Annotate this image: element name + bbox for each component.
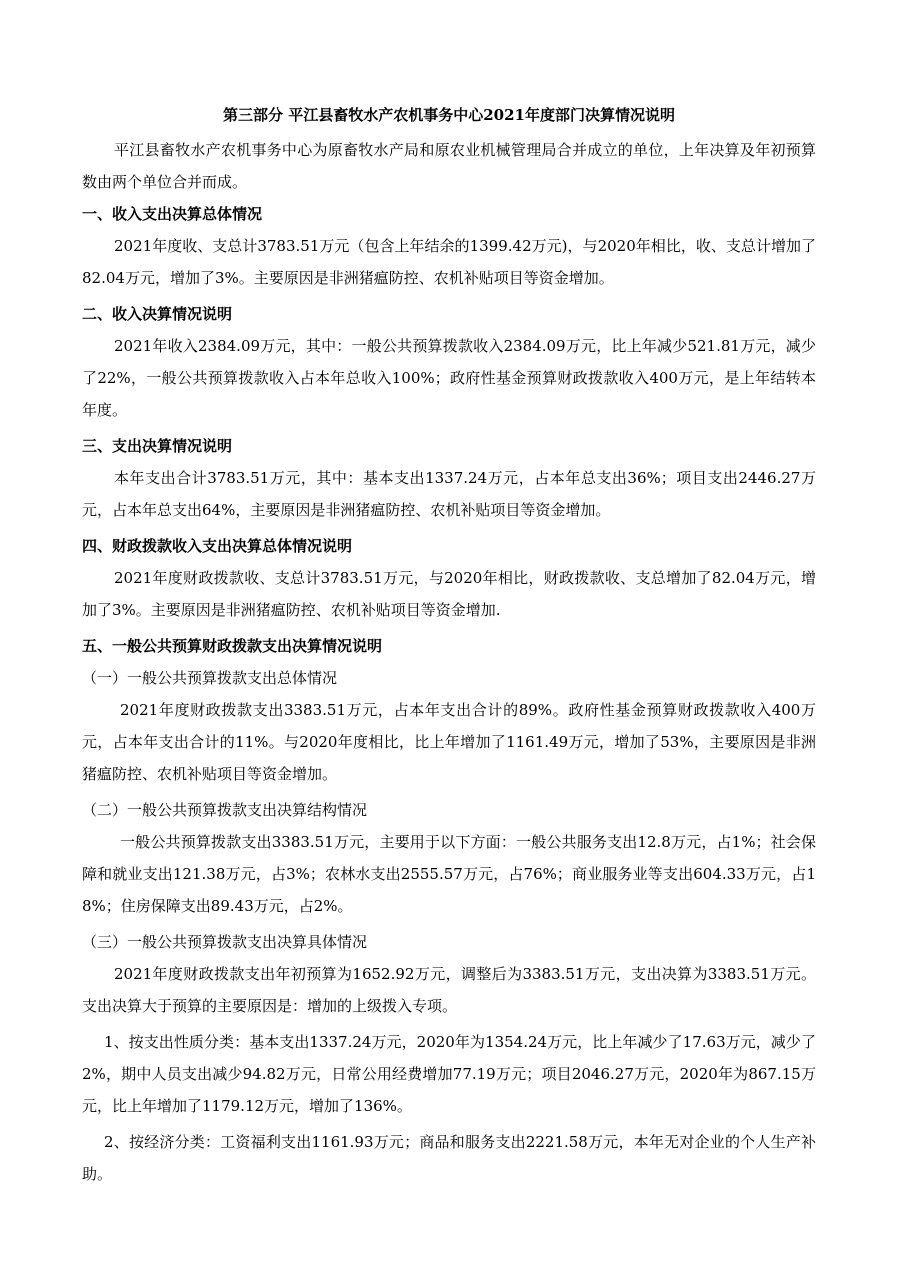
section-2-heading: 二、收入决算情况说明 — [82, 305, 233, 323]
document-title: 第三部分 平江县畜牧水产农机事务中心2021年度部门决算情况说明 — [223, 106, 675, 124]
intro-paragraph: 平江县畜牧水产农机事务中心为原畜牧水产局和原农业机械管理局合并成立的单位，上年决算及年初预算数由两个单位合并而成。 — [82, 141, 816, 191]
section-1-text: 2021年度收、支总计3783.51万元（包含上年结余的1399.42万元)，与2020年相比，收、支总计增加了82.04万元，增加了3%。主要原因是非洲猪瘟防控、农机补贴项目等资金增加。 — [82, 237, 816, 287]
subsection-3-item-2: 2、按经济分类：工资福利支出1161.93万元；商品和服务支出2221.58万元，本年无对企业的个人生产补助。 — [82, 1133, 816, 1183]
subsection-1-text: 2021年度财政拨款支出3383.51万元，占本年支出合计的89%。政府性基金预算财政拨款收入400万元，占本年支出合计的11%。与2020年度相比，比上年增加了1161.49万元，增加了53%，主要原因是非洲猪瘟防控、农机补贴项目等资金增加。 — [82, 701, 816, 783]
section-5-heading: 五、一般公共预算财政拨款支出决算情况说明 — [82, 637, 383, 655]
section-4-heading: 四、财政拨款收入支出决算总体情况说明 — [82, 537, 353, 555]
subsection-2-text: 一般公共预算拨款支出3383.51万元，主要用于以下方面：一般公共服务支出12.8万元，占1%；社会保障和就业支出121.38万元，占3%；农林水支出2555.57万元，占76%；商业服务业等支出604.33万元，占18%；住房保障支出89.43万元，占2%。 — [82, 833, 816, 915]
section-1-heading: 一、收入支出决算总体情况 — [82, 205, 263, 223]
subsection-2-heading: （二）一般公共预算拨款支出决算结构情况 — [82, 801, 368, 819]
section-3-text: 本年支出合计3783.51万元，其中：基本支出1337.24万元，占本年总支出36%；项目支出2446.27万元，占本年总支出64%，主要原因是非洲猪瘟防控、农机补贴项目等资金增加。 — [82, 469, 816, 519]
subsection-3-text: 2021年度财政拨款支出年初预算为1652.92万元，调整后为3383.51万元，支出决算为3383.51万元。支出决算大于预算的主要原因是：增加的上级拨入专项。 — [82, 965, 816, 1015]
section-3-heading: 三、支出决算情况说明 — [82, 437, 233, 455]
subsection-3-item-1: 1、按支出性质分类：基本支出1337.24万元，2020年为1354.24万元，比上年减少了17.63万元，减少了2%，期中人员支出减少94.82万元，日常公用经费增加77.19万元；项目2046.27万元，2020年为867.15万元，比上年增加了1179.12万元，增加了136%。 — [82, 1033, 816, 1115]
section-4-text: 2021年度财政拨款收、支总计3783.51万元，与2020年相比，财政拨款收、支总增加了82.04万元，增加了3%。主要原因是非洲猪瘟防控、农机补贴项目等资金增加. — [82, 569, 816, 619]
subsection-1-heading: （一）一般公共预算拨款支出总体情况 — [82, 669, 338, 687]
section-2-text: 2021年收入2384.09万元，其中：一般公共预算拨款收入2384.09万元，比上年减少521.81万元，减少了22%，一般公共预算拨款收入占本年总收入100%；政府性基金预算财政拨款收入400万元，是上年结转本年度。 — [82, 337, 816, 419]
subsection-3-heading: （三）一般公共预算拨款支出决算具体情况 — [82, 933, 368, 951]
document-page — [82, 100, 816, 1190]
